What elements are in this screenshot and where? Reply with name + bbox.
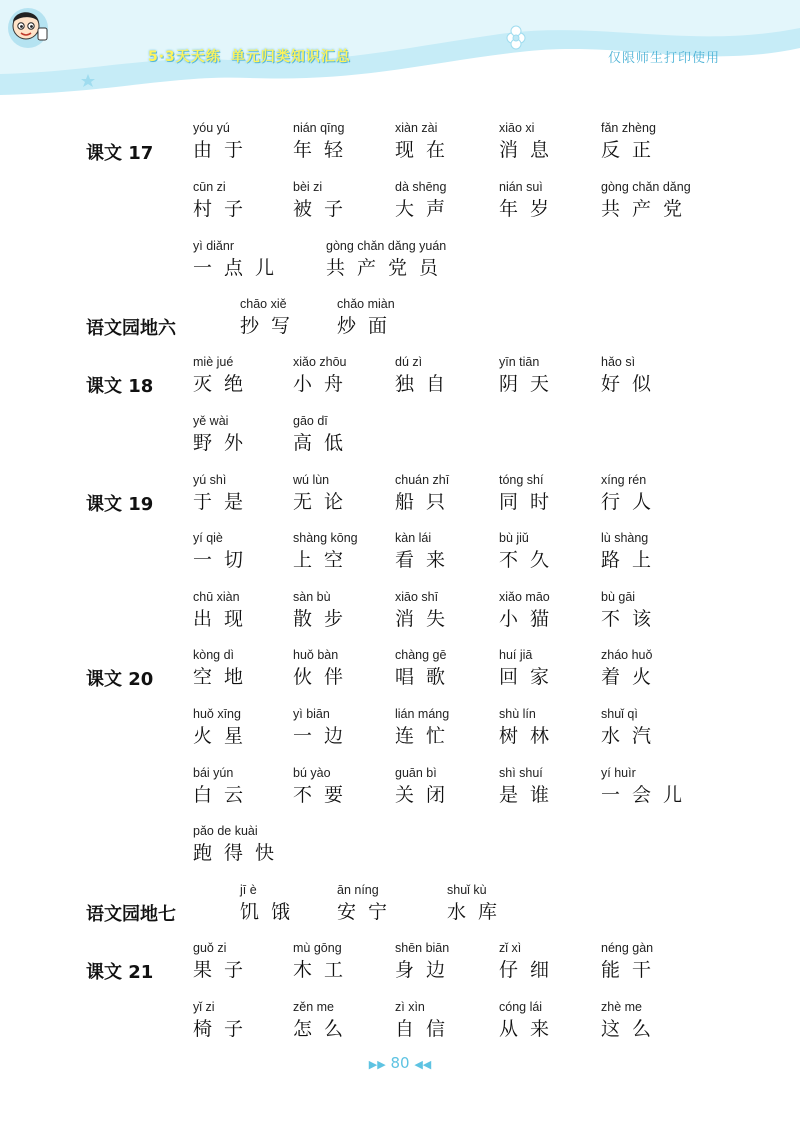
- series-subtitle: 单元归类知识汇总: [230, 49, 351, 65]
- hanzi: 自信: [395, 1018, 458, 1040]
- hanzi: 抄写: [240, 315, 303, 337]
- page-header: [0, 0, 800, 100]
- pinyin: ān níng: [337, 883, 379, 897]
- pinyin: sàn bù: [293, 590, 331, 604]
- pinyin: shuǐ kù: [447, 883, 487, 897]
- pinyin: bèi zi: [293, 180, 323, 194]
- hanzi: 现在: [395, 139, 458, 161]
- hanzi: 从来: [499, 1018, 562, 1040]
- hanzi: 果子: [193, 959, 256, 981]
- hanzi: 无论: [293, 491, 356, 513]
- pinyin: xiāo shī: [395, 590, 439, 604]
- lesson-label: 课文 19: [86, 494, 154, 515]
- pinyin: xiǎo zhōu: [293, 355, 347, 369]
- vocab-word: [395, 645, 515, 689]
- vocab-word: [395, 587, 515, 631]
- hanzi: 一边: [293, 725, 356, 747]
- pinyin: huǒ bàn: [293, 648, 339, 662]
- pinyin: bù jiǔ: [499, 531, 529, 545]
- pinyin: guǒ zi: [193, 941, 227, 955]
- pinyin: shù lín: [499, 707, 536, 721]
- pinyin: dà shēng: [395, 180, 447, 194]
- vocab-word: [293, 411, 413, 455]
- hanzi: 水库: [447, 901, 510, 923]
- pinyin: dú zì: [395, 355, 423, 369]
- pinyin: yí huìr: [601, 766, 636, 780]
- pinyin: bù gāi: [601, 590, 636, 604]
- pinyin: huǒ xīng: [193, 707, 241, 721]
- pinyin: nián qīng: [293, 121, 345, 135]
- pinyin: gòng chǎn dǎng yuán: [326, 239, 447, 253]
- page-number-value: 80: [390, 1054, 410, 1072]
- hanzi: 村子: [193, 198, 256, 220]
- pinyin: chuán zhī: [395, 473, 450, 487]
- vocab-word: [337, 294, 457, 338]
- hanzi: 共产党员: [326, 257, 451, 279]
- hanzi: 能干: [601, 959, 664, 981]
- pinyin: zěn me: [293, 1000, 334, 1014]
- hanzi: 回家: [499, 666, 562, 688]
- page-number: [360, 1054, 440, 1072]
- hanzi: 散步: [293, 608, 356, 630]
- hanzi: 被子: [293, 198, 356, 220]
- vocab-word: [395, 938, 515, 982]
- hanzi: 一点儿: [193, 257, 287, 279]
- pinyin: yóu yú: [193, 121, 230, 135]
- hanzi: 连忙: [395, 725, 458, 747]
- vocab-word: [395, 470, 515, 514]
- hanzi: 白云: [193, 784, 256, 806]
- pinyin: shàng kōng: [293, 531, 358, 545]
- hanzi: 身边: [395, 959, 458, 981]
- vocab-word: [395, 352, 515, 396]
- vocab-word: [601, 118, 721, 162]
- pinyin: lián máng: [395, 707, 450, 721]
- hanzi: 同时: [499, 491, 562, 513]
- hanzi: 消息: [499, 139, 562, 161]
- pinyin: yǐ zi: [193, 1000, 215, 1014]
- hanzi: 椅子: [193, 1018, 256, 1040]
- hanzi: 小猫: [499, 608, 562, 630]
- hanzi: 仔细: [499, 959, 562, 981]
- pinyin: huí jiā: [499, 648, 533, 662]
- vocab-word: [326, 236, 451, 280]
- pinyin: pǎo de kuài: [193, 824, 258, 838]
- pinyin: jī è: [240, 883, 257, 897]
- vocab-word: [395, 763, 515, 807]
- hanzi: 反正: [601, 139, 664, 161]
- vocab-word: [601, 997, 721, 1041]
- hanzi: 关闭: [395, 784, 458, 806]
- hanzi: 船只: [395, 491, 458, 513]
- hanzi: 上空: [293, 549, 356, 571]
- pinyin: zì xìn: [395, 1000, 425, 1014]
- pinyin: fǎn zhèng: [601, 121, 656, 135]
- hanzi: 这么: [601, 1018, 664, 1040]
- hanzi: 怎么: [293, 1018, 356, 1040]
- vocab-word: [601, 645, 721, 689]
- pinyin: bái yún: [193, 766, 234, 780]
- hanzi: 于是: [193, 491, 256, 513]
- vocab-word: [601, 587, 721, 631]
- pinyin: shēn biān: [395, 941, 450, 955]
- pinyin: shì shuí: [499, 766, 543, 780]
- pinyin: hǎo sì: [601, 355, 636, 369]
- pinyin: chū xiàn: [193, 590, 240, 604]
- vocab-word: [193, 821, 313, 865]
- hanzi: 消失: [395, 608, 458, 630]
- vocab-word: [395, 704, 515, 748]
- hanzi: 行人: [601, 491, 664, 513]
- vocab-word: [395, 118, 515, 162]
- hanzi: 安宁: [337, 901, 400, 923]
- hanzi: 水汽: [601, 725, 664, 747]
- pinyin: chàng gē: [395, 648, 447, 662]
- pinyin: zháo huǒ: [601, 648, 653, 662]
- hanzi: 唱歌: [395, 666, 458, 688]
- pinyin: kàn lái: [395, 531, 432, 545]
- vocab-word: [601, 352, 721, 396]
- hanzi: 独自: [395, 373, 458, 395]
- pinyin: wú lùn: [293, 473, 330, 487]
- vocab-word: [395, 997, 515, 1041]
- pinyin: chāo xiě: [240, 297, 287, 311]
- pinyin: tóng shí: [499, 473, 544, 487]
- hanzi: 不该: [601, 608, 664, 630]
- arrow-left-icon: ◀◀: [414, 1058, 432, 1071]
- pinyin: kòng dì: [193, 648, 235, 662]
- vocab-word: [395, 528, 515, 572]
- hanzi: 年岁: [499, 198, 562, 220]
- pinyin: yě wài: [193, 414, 229, 428]
- vocab-word: [447, 880, 567, 924]
- pinyin: cóng lái: [499, 1000, 543, 1014]
- pinyin: xiāo xi: [499, 121, 535, 135]
- pinyin: yú shì: [193, 473, 227, 487]
- lesson-label: 课文 21: [86, 962, 154, 983]
- pinyin: zǐ xì: [499, 941, 522, 955]
- lesson-label: 课文 17: [86, 143, 154, 164]
- hanzi: 野外: [193, 432, 256, 454]
- hanzi: 阴天: [499, 373, 562, 395]
- vocab-word: [601, 470, 721, 514]
- hanzi: 饥饿: [240, 901, 303, 923]
- pinyin: lù shàng: [601, 531, 649, 545]
- series-name: 5·3天天练: [148, 49, 221, 65]
- hanzi: 炒面: [337, 315, 400, 337]
- pinyin: chǎo miàn: [337, 297, 395, 311]
- pinyin: yì biān: [293, 707, 330, 721]
- mascot-boy-icon: [0, 0, 56, 52]
- vocab-word: [601, 528, 721, 572]
- pinyin: shuǐ qì: [601, 707, 638, 721]
- hanzi: 树林: [499, 725, 562, 747]
- pinyin: gāo dī: [293, 414, 328, 428]
- pinyin: xiǎo māo: [499, 590, 550, 604]
- pinyin: miè jué: [193, 355, 234, 369]
- lesson-label: 语文园地七: [86, 904, 176, 925]
- hanzi: 高低: [293, 432, 356, 454]
- vocab-word: [337, 880, 457, 924]
- vocab-word: [601, 704, 721, 748]
- hanzi: 不要: [293, 784, 356, 806]
- lesson-label: 课文 18: [86, 376, 154, 397]
- vocab-word: [601, 177, 721, 221]
- lesson-label: 语文园地六: [86, 318, 176, 339]
- hanzi: 不久: [499, 549, 562, 571]
- pinyin: xíng rén: [601, 473, 647, 487]
- hanzi: 一切: [193, 549, 256, 571]
- hanzi: 木工: [293, 959, 356, 981]
- vocab-word: [601, 938, 721, 982]
- hanzi: 一会儿: [601, 784, 695, 806]
- hanzi: 着火: [601, 666, 664, 688]
- pinyin: xiàn zài: [395, 121, 438, 135]
- pinyin: nián suì: [499, 180, 543, 194]
- pinyin: zhè me: [601, 1000, 642, 1014]
- hanzi: 共产党: [601, 198, 695, 220]
- hanzi: 好似: [601, 373, 664, 395]
- arrow-right-icon: ▶▶: [368, 1058, 386, 1071]
- pinyin: néng gàn: [601, 941, 654, 955]
- hanzi: 年轻: [293, 139, 356, 161]
- pinyin: cūn zi: [193, 180, 226, 194]
- pinyin: gòng chǎn dǎng: [601, 180, 691, 194]
- series-title: [148, 46, 351, 66]
- hanzi: 跑得快: [193, 842, 287, 864]
- pinyin: bú yào: [293, 766, 331, 780]
- hanzi: 出现: [193, 608, 256, 630]
- vocab-word: [193, 236, 313, 280]
- hanzi: 路上: [601, 549, 664, 571]
- hanzi: 火星: [193, 725, 256, 747]
- hanzi: 伙伴: [293, 666, 356, 688]
- hanzi: 看来: [395, 549, 458, 571]
- hanzi: 大声: [395, 198, 458, 220]
- hanzi: 由于: [193, 139, 256, 161]
- pinyin: guān bì: [395, 766, 437, 780]
- pinyin: mù gōng: [293, 941, 342, 955]
- usage-note: 仅限师生打印使用: [608, 51, 721, 66]
- pinyin: yí qiè: [193, 531, 223, 545]
- hanzi: 空地: [193, 666, 256, 688]
- vocab-word: [601, 763, 721, 807]
- lesson-label: 课文 20: [86, 669, 154, 690]
- pinyin: yīn tiān: [499, 355, 540, 369]
- hanzi: 是谁: [499, 784, 562, 806]
- vocab-word: [395, 177, 515, 221]
- hanzi: 小舟: [293, 373, 356, 395]
- pinyin: yì diǎnr: [193, 239, 234, 253]
- hanzi: 灭绝: [193, 373, 256, 395]
